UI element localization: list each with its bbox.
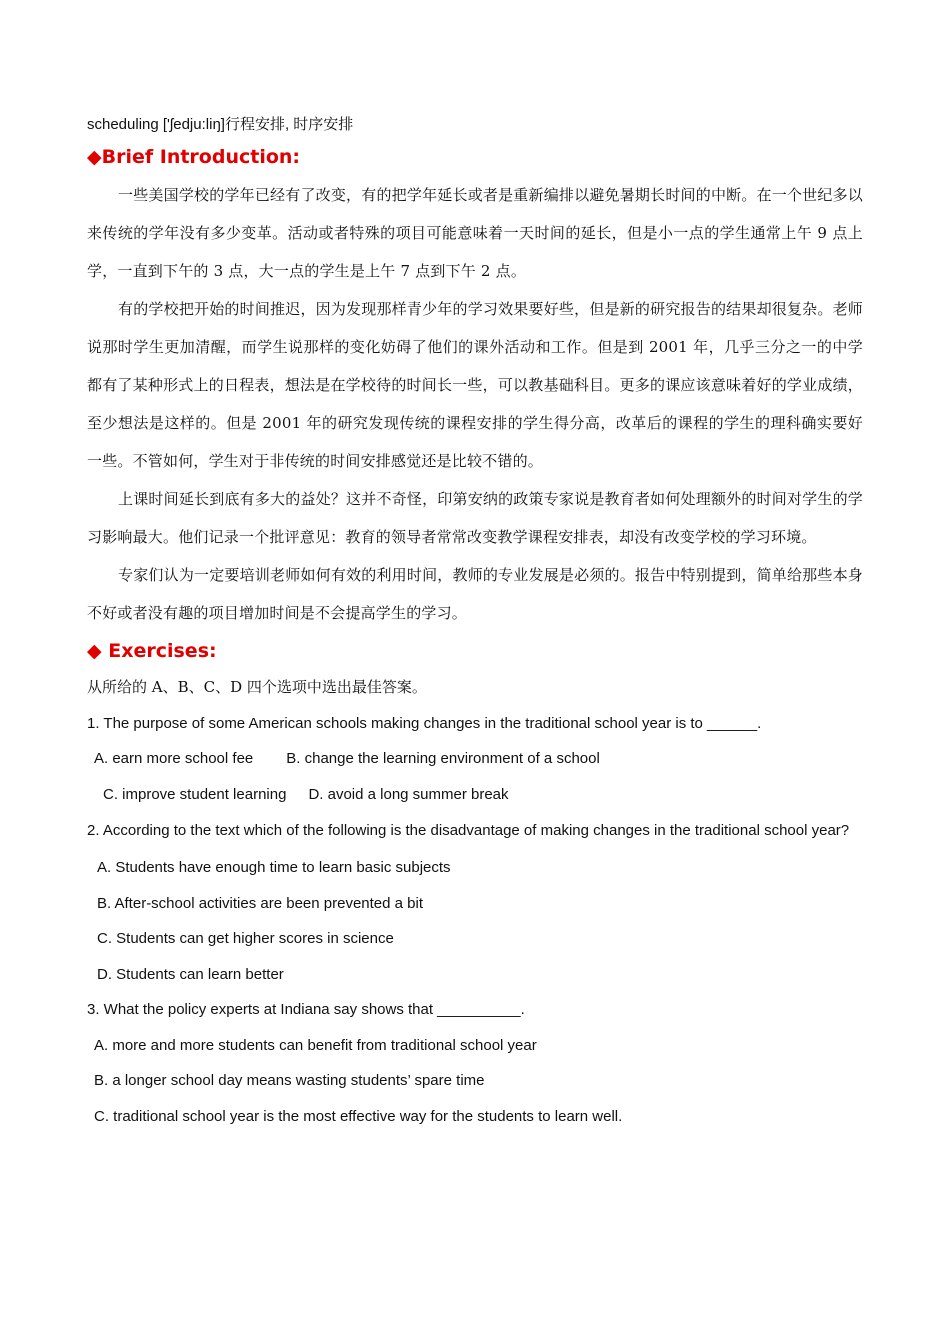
question-1-option-a: A. earn more school fee [94,750,254,767]
exercise-instruction: 从所给的 A、B、C、D 四个选项中选出最佳答案。 [87,678,427,696]
question-1-options-row-1 [87,741,863,777]
question-3-option-a: A. more and more students can benefit from traditional school year [94,1036,537,1054]
intro-paragraph-4: 专家们认为一定要培训老师如何有效的利用时间，教师的专业发展是必须的。报告中特别提到，简单给那些本身不好或者没有趣的项目增加时间是不会提高学生的学习。 [87,566,863,622]
question-1-options-row-2 [87,777,863,813]
question-1-stem: 1. The purpose of some American schools making changes in the traditional school year is to ______. [87,714,762,732]
question-3-stem: 3. What the policy experts at Indiana say shows that __________. [87,1001,525,1018]
question-3-option-b: B. a longer school day means wasting students’ spare time [94,1072,485,1089]
question-3-option-c: C. traditional school year is the most effective way for the students to learn well. [94,1107,623,1125]
intro-paragraph-1: 一些美国学校的学年已经有了改变，有的把学年延长或者是重新编排以避免暑期长时间的中断。在一个世纪多以来传统的学年没有多少变革。活动或者特殊的项目可能意味着一天时间的延长，但是小一点的学生通常上午 9 点上学，一直到下午的 3 点，大一点的学生是上午 7 点到下午 2 点。 [87,186,863,280]
intro-paragraph-2: 有的学校把开始的时间推迟，因为发现那样青少年的学习效果要好些，但是新的研究报告的结果却很复杂。老师说那时学生更加清醒，而学生说那样的变化妨碍了他们的课外活动和工作。但是到 2001 年，几乎三分之一的中学都有了某种形式上的日程表，想法是在学校待的时间长一些，可以教基础科目。更多的课应该意味着好的学业成绩，至少想法是这样的。但是 2001 年的研究发现传统的课程安排的学生得分高，改革后的课程的学生的理科确实要好一些。不管如何，学生对于非传统的时间安排感觉还是比较不错的。 [87,300,863,470]
question-1-option-b: B. change the learning environment of a school [286,750,600,767]
question-2-option-a: A. Students have enough time to learn basic subjects [97,859,451,876]
intro-paragraph-3: 上课时间延长到底有多大的益处？这并不奇怪，印第安纳的政策专家说是教育者如何处理额外的时间对学生的学习影响最大。他们记录一个批评意见：教育的领导者常常改变教学课程安排表，却没有改变学校的学习环境。 [87,490,863,546]
question-2-option-c: C. Students can get higher scores in science [97,930,394,947]
question-1-option-d: D. avoid a long summer break [308,785,509,803]
question-2-option-d: D. Students can learn better [97,965,284,983]
question-2-option-b: B. After-school activities are been prevented a bit [97,894,424,912]
document-content [87,110,863,1134]
question-2-stem: 2. According to the text which of the following is the disadvantage of making changes in the traditional school year? [87,822,850,839]
intro-heading: ◆Brief Introduction: [87,146,301,168]
vocab-note: scheduling ['ʃedju:liŋ]行程安排, 时序安排 [87,116,354,133]
question-1-option-c: C. improve student learning [103,785,287,803]
exercises-heading: ◆ Exercises: [87,640,217,662]
